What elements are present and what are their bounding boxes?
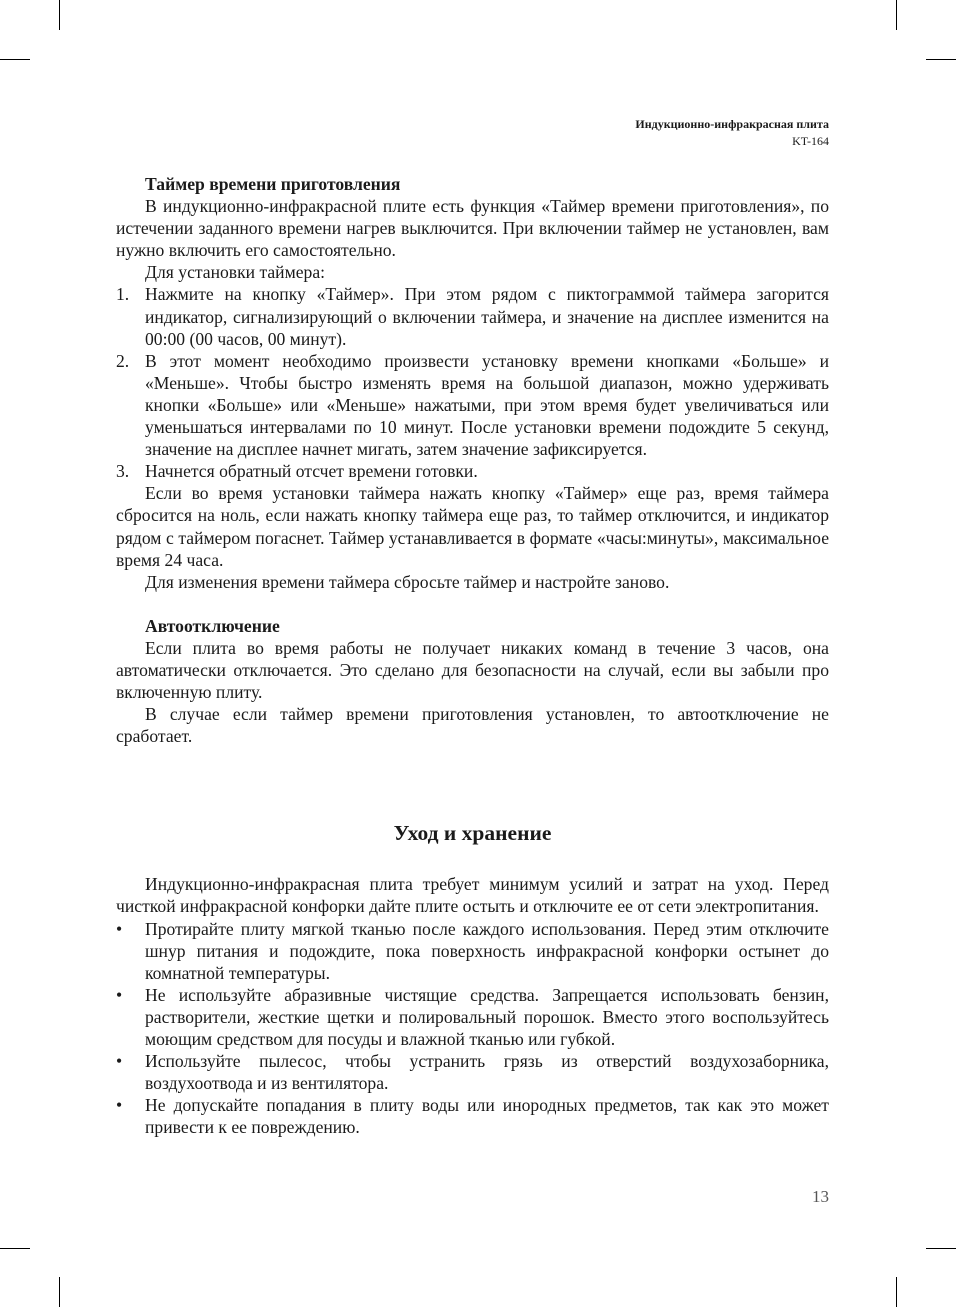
crop-mark-top-left-v [59, 0, 60, 30]
timer-heading: Таймер времени приготовления [145, 174, 401, 194]
timer-intro: В индукционно-инфракрасной плите есть функция «Таймер времени приготовления», по истечении заданного времени нагрев выключится. При включении таймер не установлен, вам нужно включить его самостоятельно. [116, 196, 829, 261]
crop-mark-bottom-right-v [896, 1277, 897, 1307]
timer-steps-list [116, 283, 829, 482]
care-intro: Индукционно-инфракрасная плита требует минимум усилий и затрат на уход. Перед чисткой инфракрасной конфорки дайте плите остыть и отключите ее от сети электропитания. [116, 874, 829, 917]
spacer [116, 593, 829, 615]
bullet-text: Не допускайте попадания в плиту воды или инородных предметов, так как это может привести к ее повреждению. [145, 1095, 829, 1138]
crop-mark-top-right-v [896, 0, 897, 30]
crop-mark-top-right-h [926, 59, 956, 60]
bullet-text: Не используйте абразивные чистящие средства. Запрещается использовать бензин, растворители, жесткие щетки и полировальный порошок. Вместо этого воспользуйтесь моющим средством для посуды и влажной тканью или губкой. [145, 984, 829, 1049]
bullet-marker: • [116, 984, 123, 1005]
timer-reset-note: Если во время установки таймера нажать кнопку «Таймер» еще раз, время таймера сбросится на ноль, если нажать кнопку таймера еще раз, то таймер отключится, и индикатор рядом с таймером погаснет. Таймер устанавливается в формате «часы:минуты», максимальное время 24 часа. [116, 483, 829, 570]
bullet-marker: • [116, 1051, 123, 1072]
page-content [116, 173, 829, 1138]
care-section-title: Уход и хранение [393, 821, 552, 846]
step-number: 1. [116, 284, 130, 305]
bullet-marker: • [116, 1095, 123, 1116]
autooff-heading: Автоотключение [145, 615, 280, 636]
page-number: 13 [812, 1187, 829, 1206]
step-number: 2. [116, 350, 130, 371]
step-number: 3. [116, 461, 130, 482]
running-header [635, 116, 829, 150]
autooff-paragraph-2: В случае если таймер времени приготовления установлен, то автоотключение не сработает. [116, 704, 829, 747]
crop-mark-top-left-h [0, 59, 30, 60]
list-item [116, 1094, 829, 1138]
list-item [116, 460, 829, 482]
list-item [116, 984, 829, 1050]
header-title: Индукционно-инфракрасная плита [635, 117, 829, 131]
autooff-paragraph-1: Если плита во время работы не получает никаких команд в течение 3 часов, она автоматически отключается. Это сделано для безопасности на случай, если вы забыли про включенную плиту. [116, 637, 829, 703]
step-text: Начнется обратный отсчет времени готовки. [145, 461, 478, 482]
list-item [116, 283, 829, 349]
crop-mark-bottom-left-h [0, 1248, 30, 1249]
list-item [116, 350, 829, 460]
crop-mark-bottom-right-h [926, 1248, 956, 1249]
step-text: В этот момент необходимо произвести установку времени кнопками «Больше» и «Меньше». Чтобы быстро изменять время на большой диапазон, можно удерживать кнопки «Больше» или «Меньше» нажатыми, при этом время будет увеличиваться или уменьшаться интервалами по 10 минут. После установки времени подождите 5 секунд, значение на дисплее начнет мигать, затем значение зафиксируется. [145, 350, 829, 460]
bullet-text: Используйте пылесос, чтобы устранить грязь из отверстий воздухозаборника, воздухоотвода и из вентилятора. [145, 1051, 829, 1094]
care-bullet-list [116, 918, 829, 1139]
header-model: KT-164 [792, 134, 829, 148]
bullet-text: Протирайте плиту мягкой тканью после каждого использования. Перед этим отключите шнур питания и подождите, пока поверхность инфракрасной конфорки остынет до комнатной температуры. [145, 918, 829, 983]
bullet-marker: • [116, 918, 123, 939]
list-item [116, 918, 829, 984]
timer-setup-label: Для установки таймера: [145, 262, 326, 283]
step-text: Нажмите на кнопку «Таймер». При этом рядом с пиктограммой таймера загорится индикатор, сигнализирующий о включении таймера, и значение на дисплее изменится на 00:00 (00 часов, 00 минут). [145, 284, 829, 349]
list-item [116, 1050, 829, 1094]
crop-mark-bottom-left-v [59, 1277, 60, 1307]
timer-change-note: Для изменения времени таймера сбросьте таймер и настройте заново. [145, 571, 670, 592]
